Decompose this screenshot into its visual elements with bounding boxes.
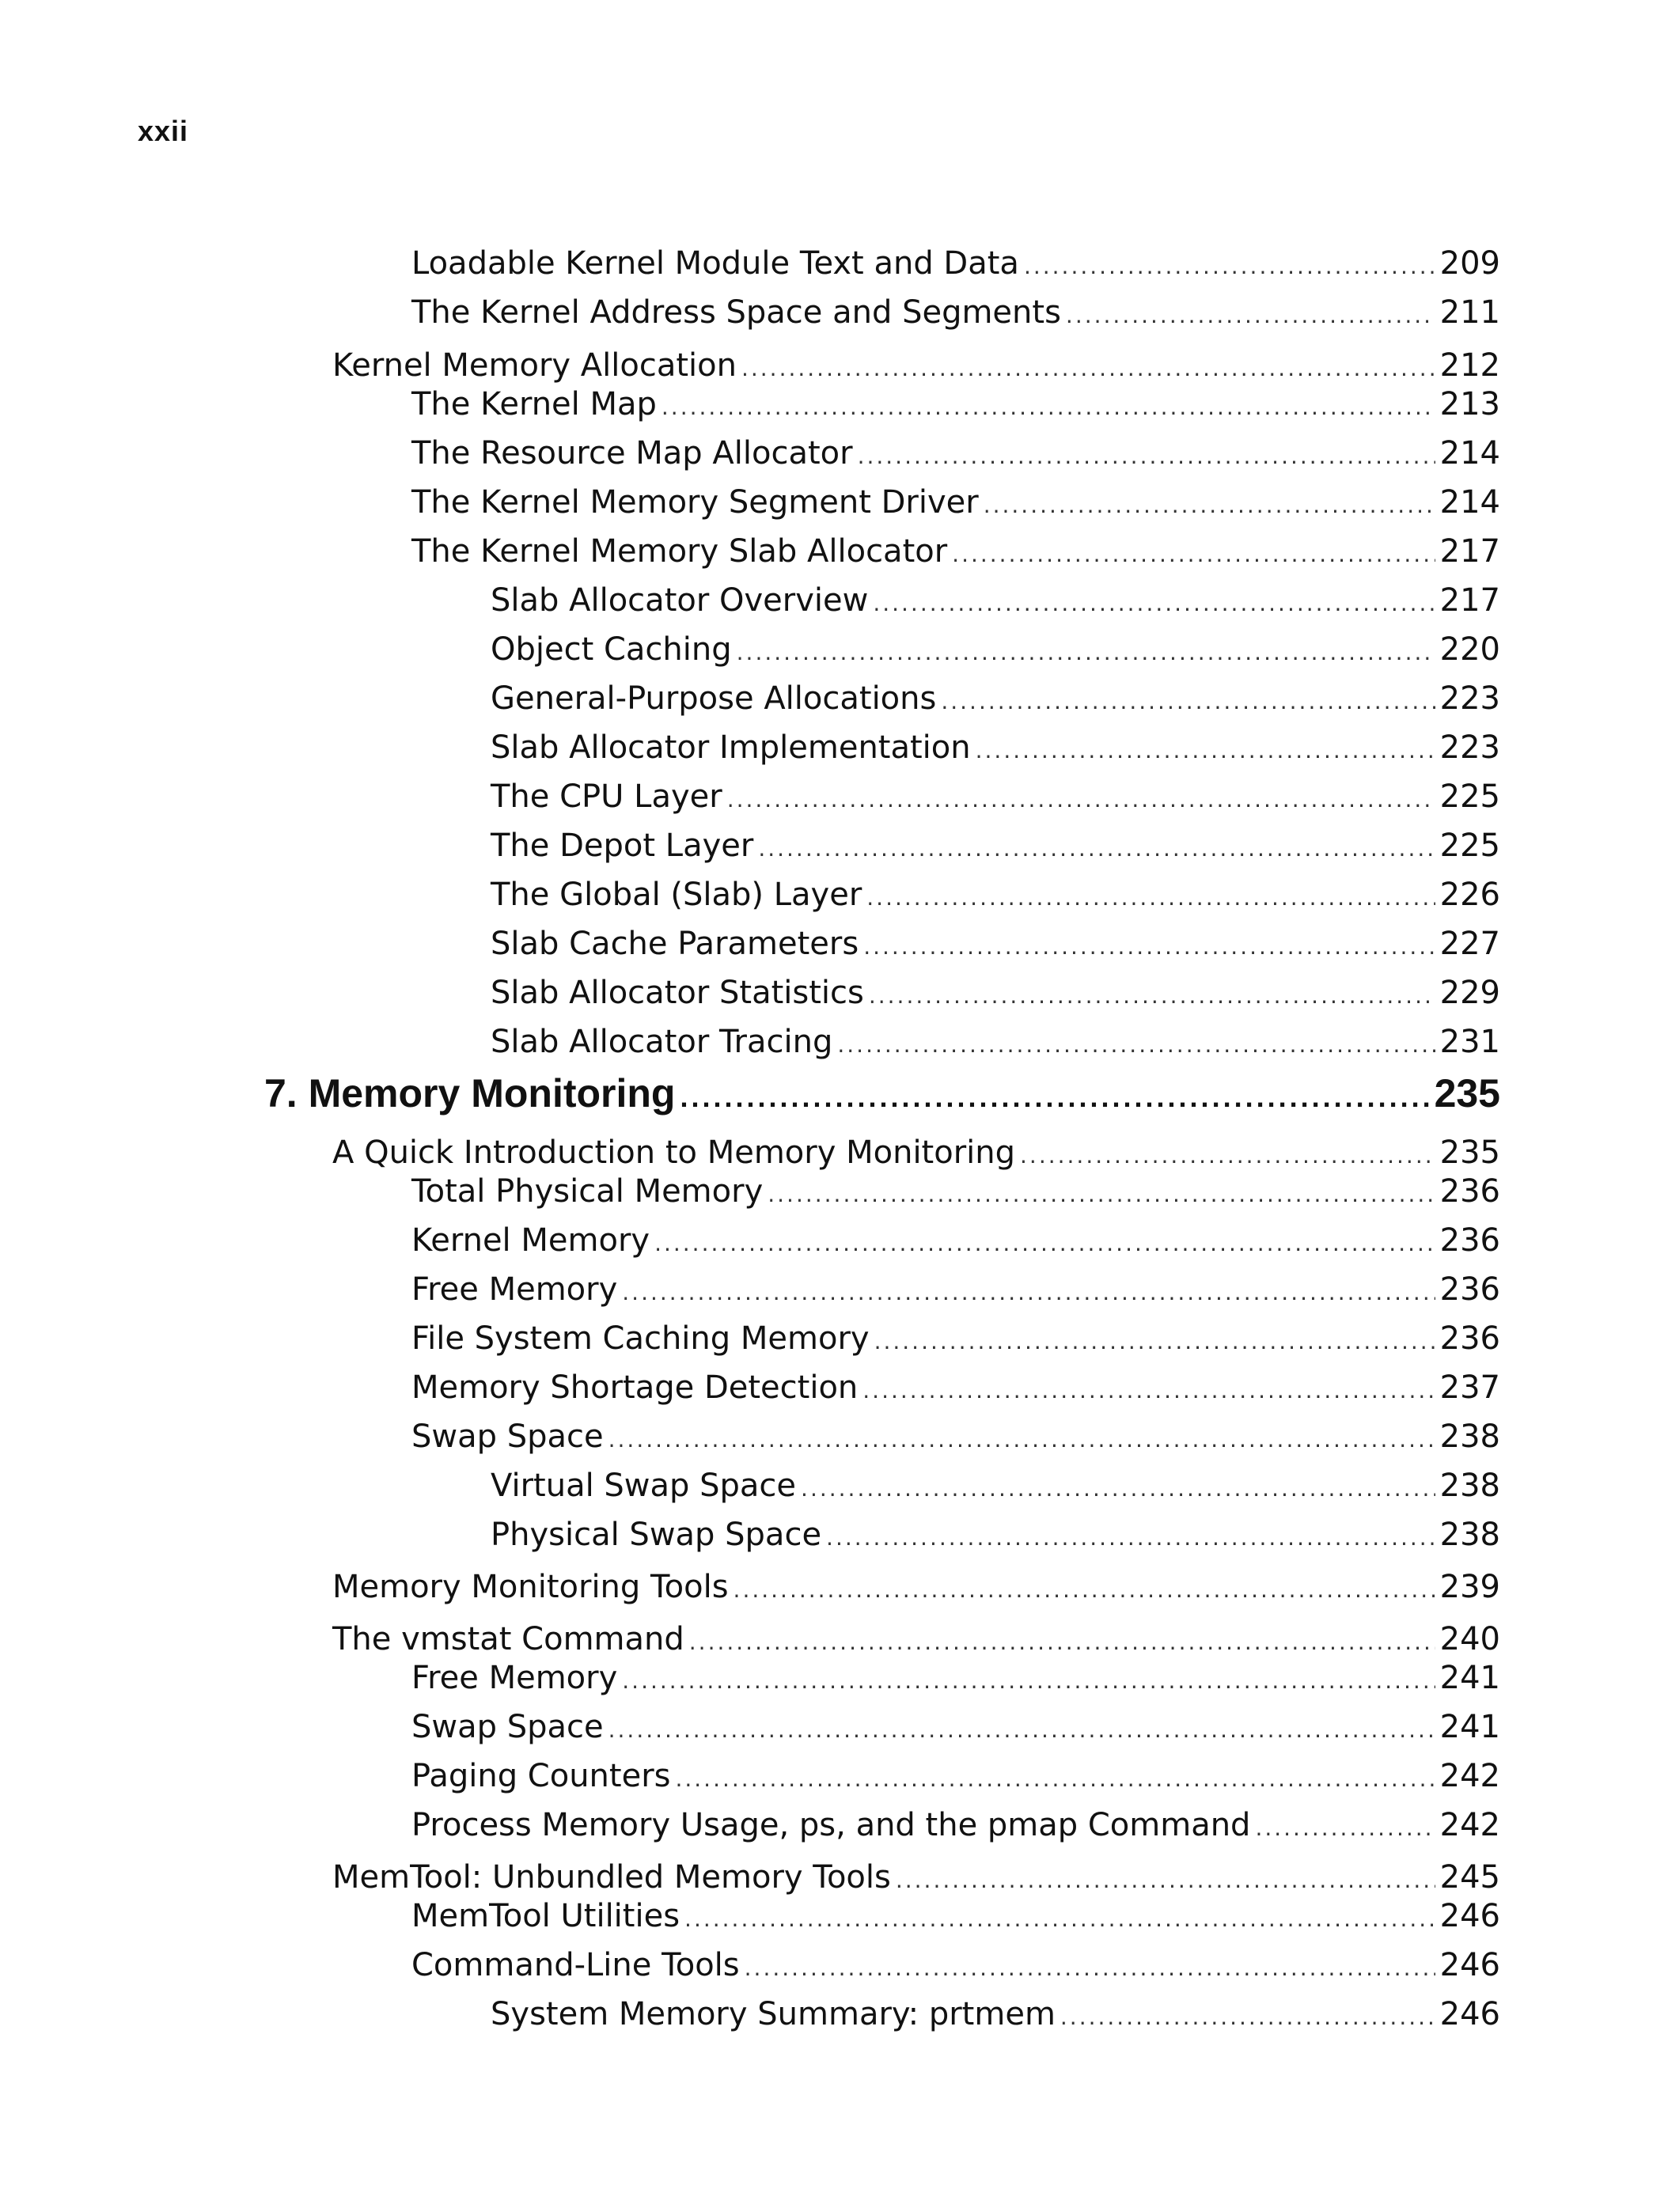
toc-entry-page: 240 [1439,1621,1500,1657]
toc-entry-title: Swap Space [411,1709,604,1745]
toc-entry-page: 211 [1439,294,1500,331]
dot-leader [984,486,1435,525]
dot-leader [622,1273,1435,1312]
toc-entry-page: 231 [1439,1024,1500,1060]
toc-entry-page: 239 [1439,1569,1500,1605]
dot-leader [801,1469,1435,1509]
dot-leader [896,1861,1435,1900]
toc-entry-page: 242 [1439,1758,1500,1794]
toc-entry-title: The Depot Layer [491,828,754,864]
toc-entry-page: 213 [1439,386,1500,422]
toc-entry-title: Memory Monitoring Tools [332,1569,729,1605]
toc-entry-page: 235 [1434,1071,1500,1115]
toc-entry[interactable] [411,1319,1500,1362]
toc-entry[interactable] [411,1658,1500,1701]
toc-entry-page: 235 [1439,1134,1500,1171]
toc-entry-title: Process Memory Usage, ps, and the pmap Command [411,1807,1251,1843]
dot-leader [862,1371,1435,1411]
dot-leader [608,1420,1435,1460]
toc-entry-title: Slab Allocator Tracing [491,1024,833,1060]
dot-leader [745,1949,1435,1988]
toc-entry-page: 217 [1439,533,1500,570]
toc-entry[interactable] [491,777,1500,820]
toc-entry-title: Command-Line Tools [411,1947,740,1983]
toc-entry[interactable] [332,1858,1500,1900]
toc-entry-title: Slab Allocator Overview [491,582,869,619]
dot-leader [768,1175,1435,1214]
dot-leader [608,1710,1435,1750]
toc-entry-title: File System Caching Memory [411,1320,870,1357]
toc-entry[interactable] [491,973,1500,1016]
toc-entry[interactable] [491,728,1500,771]
toc-entry[interactable] [411,1270,1500,1312]
dot-leader [675,1759,1435,1799]
toc-entry-title: The vmstat Command [332,1621,684,1657]
toc-entry[interactable] [411,1417,1500,1460]
toc-entry-title: The Resource Map Allocator [411,435,853,472]
toc-entry-page: 246 [1439,1898,1500,1934]
toc-entry-page: 227 [1439,926,1500,962]
toc-entry-page: 214 [1439,484,1500,521]
toc-entry[interactable] [411,1707,1500,1750]
toc-entry-title: Object Caching [491,631,732,668]
dot-leader [622,1661,1435,1701]
toc-entry[interactable] [411,244,1500,286]
dot-leader [680,1074,1429,1121]
toc-entry[interactable] [491,630,1500,672]
toc-entry-page: 237 [1439,1369,1500,1406]
toc-entry-title: Slab Cache Parameters [491,926,859,962]
dot-leader [941,682,1435,722]
toc-entry-page: 209 [1439,245,1500,282]
toc-entry-title: MemTool Utilities [411,1898,680,1934]
toc-entry-page: 246 [1439,1947,1500,1983]
toc-entry-page: 238 [1439,1418,1500,1455]
dot-leader [737,633,1435,672]
toc-entry-page: 223 [1439,729,1500,766]
toc-entry-title: The Kernel Map [411,386,657,422]
dot-leader [874,1322,1435,1362]
dot-leader [952,535,1435,574]
dot-leader [734,1570,1435,1610]
dot-leader [837,1025,1435,1065]
dot-leader [689,1623,1435,1662]
dot-leader [1060,1998,1435,2037]
toc-entry-title: Kernel Memory [411,1222,650,1259]
toc-entry[interactable] [332,346,1500,388]
toc-entry-title: Loadable Kernel Module Text and Data [411,245,1019,282]
toc-entry-title: Memory Shortage Detection [411,1369,859,1406]
toc-entry-page: 236 [1439,1271,1500,1308]
toc-entry-title: The CPU Layer [491,778,722,815]
toc-entry[interactable] [332,1133,1500,1176]
dot-leader [863,927,1435,967]
toc-entry-title: Free Memory [411,1271,618,1308]
dot-leader [662,388,1435,427]
toc-entry-title: The Kernel Memory Slab Allocator [411,533,948,570]
toc-entry-page: 245 [1439,1859,1500,1896]
toc-entry[interactable] [411,434,1500,476]
toc-entry[interactable] [411,1368,1500,1411]
toc-entry-title: Physical Swap Space [491,1517,822,1553]
toc-entry[interactable] [491,875,1500,918]
toc-entry-title: MemTool: Unbundled Memory Tools [332,1859,891,1896]
toc-entry-page: 236 [1439,1320,1500,1357]
toc-entry[interactable] [411,293,1500,335]
dot-leader [741,349,1435,388]
toc-entry[interactable] [491,1515,1500,1558]
toc-entry[interactable] [411,1756,1500,1799]
toc-entry[interactable] [411,1221,1500,1263]
toc-entry-page: 223 [1439,680,1500,717]
toc-entry[interactable] [411,1896,1500,1939]
toc-entry-page: 238 [1439,1468,1500,1504]
toc-entry[interactable] [491,679,1500,722]
dot-leader [866,878,1435,918]
toc-entry[interactable] [411,532,1500,574]
toc-entry[interactable] [491,1466,1500,1509]
toc-entry[interactable] [411,1172,1500,1214]
toc-entry-title: Total Physical Memory [411,1173,764,1210]
toc-entry[interactable] [491,924,1500,967]
toc-entry[interactable] [332,1619,1500,1662]
toc-entry-title: Slab Allocator Implementation [491,729,971,766]
page-number: xxii [138,115,189,147]
dot-leader [826,1518,1435,1558]
toc-entry-page: 220 [1439,631,1500,668]
toc-entry-title: Slab Allocator Statistics [491,975,864,1011]
dot-leader [684,1900,1435,1939]
toc-entry-title: Kernel Memory Allocation [332,347,737,384]
toc-entry-page: 212 [1439,347,1500,384]
toc-entry-title: 7. Memory Monitoring [264,1071,676,1115]
dot-leader [1024,247,1435,286]
toc-entry[interactable] [491,581,1500,623]
dot-leader [758,829,1435,869]
toc-entry-page: 238 [1439,1517,1500,1553]
toc-entry-page: 242 [1439,1807,1500,1843]
toc-entry-page: 225 [1439,828,1500,864]
toc-entry-page: 225 [1439,778,1500,815]
dot-leader [869,976,1435,1016]
toc-entry-page: 226 [1439,877,1500,913]
dot-leader [1020,1136,1435,1176]
toc-entry-title: Virtual Swap Space [491,1468,797,1504]
toc-entry[interactable] [491,1994,1500,2037]
toc-entry-page: 217 [1439,582,1500,619]
toc-entry-title: System Memory Summary: prtmem [491,1996,1056,2032]
toc-entry[interactable] [411,483,1500,525]
toc-entry-page: 241 [1439,1660,1500,1696]
toc-entry-title: General-Purpose Allocations [491,680,937,717]
dot-leader [1255,1809,1435,1848]
toc-entry[interactable] [491,826,1500,869]
dot-leader [858,437,1435,476]
toc-entry-page: 236 [1439,1173,1500,1210]
toc-entry-page: 241 [1439,1709,1500,1745]
toc-entry-title: A Quick Introduction to Memory Monitoring [332,1134,1016,1171]
toc-entry-page: 214 [1439,435,1500,472]
toc-entry-title: The Global (Slab) Layer [491,877,862,913]
toc-entry-title: The Kernel Memory Segment Driver [411,484,979,521]
dot-leader [1066,296,1435,335]
toc-entry-title: Free Memory [411,1660,618,1696]
toc-entry[interactable] [411,1945,1500,1988]
toc-entry[interactable] [332,1567,1500,1610]
dot-leader [727,780,1435,820]
toc-entry-page: 236 [1439,1222,1500,1259]
dot-leader [976,731,1435,771]
toc-chapter-heading[interactable] [264,1070,1500,1121]
dot-leader [654,1224,1435,1263]
dot-leader [873,584,1435,623]
toc-entry[interactable] [491,1022,1500,1065]
toc-entry-title: Swap Space [411,1418,604,1455]
toc-entry[interactable] [411,384,1500,427]
toc-entry-page: 229 [1439,975,1500,1011]
toc-entry-title: Paging Counters [411,1758,671,1794]
toc-entry-page: 246 [1439,1996,1500,2032]
toc-entry-title: The Kernel Address Space and Segments [411,294,1061,331]
toc-entry[interactable] [411,1805,1500,1848]
